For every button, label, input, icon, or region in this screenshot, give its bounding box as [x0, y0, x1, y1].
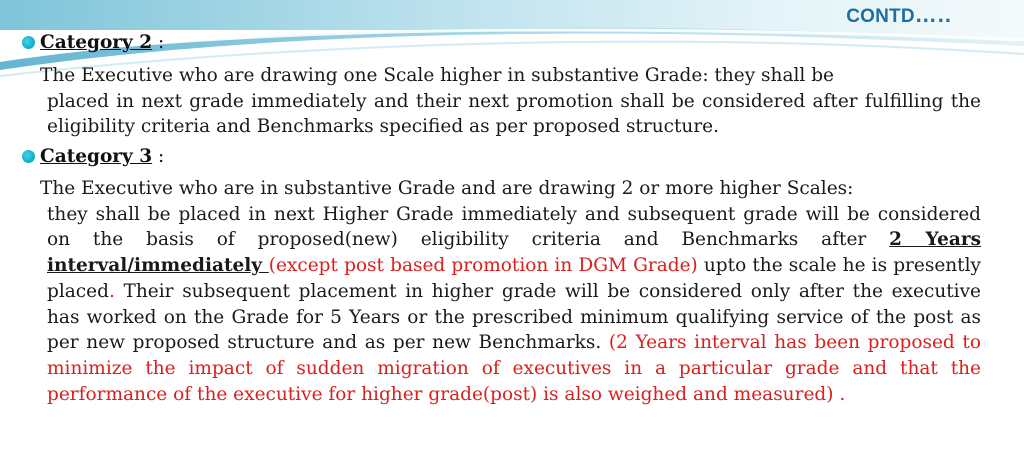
category-2-label: Category 2 — [40, 32, 153, 53]
category-3-interval-emphasis: 2 Years interval/immediately — [47, 229, 981, 277]
category-3-body — [40, 202, 981, 408]
category-2-colon: : — [152, 32, 165, 53]
category-3-red-note-interval: (2 Years interval has been proposed to minimize the impact of sudden migration of executives in a particular grade and that the performance of the executive for higher grade(post) is also weighed and measured) . — [47, 332, 981, 405]
category-2-line-1: The Executive who are drawing one Scale higher in substantive Grade: they shall be — [40, 65, 835, 86]
category-2-paragraph — [40, 63, 981, 140]
bullet-icon — [22, 150, 35, 163]
bullet-icon — [22, 36, 35, 49]
category-3-paragraph — [40, 176, 981, 407]
category-3-label: Category 3 — [40, 146, 153, 167]
category-3-text-b: upto the scale he is presently placed — [47, 255, 981, 302]
category-3-colon: : — [152, 146, 165, 167]
category-3-text-a: they shall be placed in next Higher Grade immediately and subsequent grade will be considered on the basis of proposed(new) eligibility criteria and Benchmarks after — [47, 203, 981, 251]
category-3-red-note-dgm: (except post based promotion in DGM Grade) — [268, 255, 698, 277]
category-3-red-period: . — [108, 280, 115, 302]
contd-dots: ….. — [914, 2, 952, 27]
category-3-line-1: The Executive who are in substantive Grade and are drawing 2 or more higher Scales: — [40, 178, 854, 199]
category-3-text-c: Their subsequent placement in higher grade will be considered only after the executive has worked on the Grade for 5 Years or the prescribed minimum qualifying service of the post as per new proposed structure and as per new Benchmarks. — [47, 280, 981, 354]
category-2-heading — [22, 32, 164, 53]
category-2-body: placed in next grade immediately and their next promotion shall be considered after fulfilling the eligibility criteria and Benchmarks specified as per proposed structure. — [47, 90, 981, 138]
category-3-heading — [22, 146, 164, 167]
contd-title — [846, 2, 952, 28]
contd-label: CONTD — [846, 6, 915, 27]
